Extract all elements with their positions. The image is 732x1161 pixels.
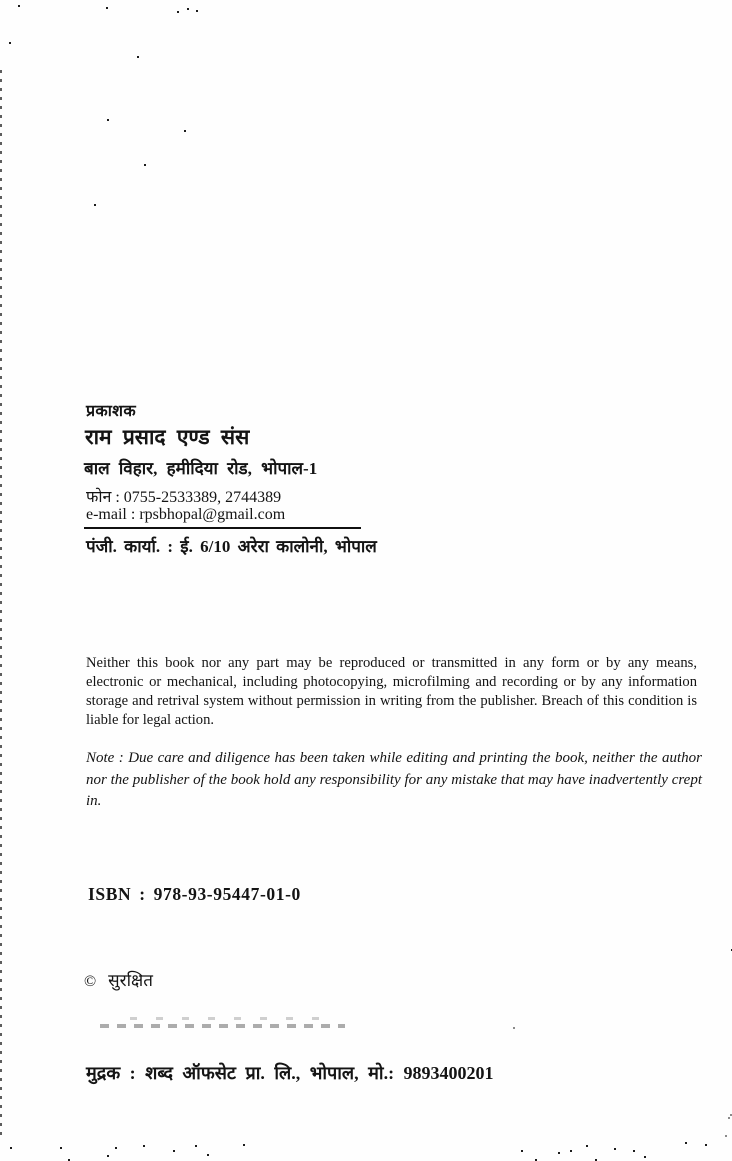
ghost-showthrough-line [130, 1017, 320, 1020]
scan-edge-noise [0, 70, 2, 1140]
copyright-label: सुरक्षित [108, 971, 153, 990]
copyright-line [84, 968, 153, 991]
isbn-line: ISBN : 978-93-95447-01-0 [88, 884, 301, 904]
printer-line: मुद्रक : शब्द ऑफसेट प्रा. लि., भोपाल, मो.: 9893400201 [86, 1063, 494, 1083]
legal-notice-paragraph: Neither this book nor any part may be reproduced or transmitted in any form or by any means, electronic or mechanical, including photocopying, microfilming and recording or by any information storage and retrival system without permission in writing from the publisher. Breach of this condition is liable for legal action. [86, 655, 697, 728]
copyright-icon: © [84, 973, 97, 990]
divider-rule [84, 527, 361, 529]
ghost-showthrough-line [100, 1024, 345, 1028]
registered-office-line: पंजी. कार्या. : ई. 6/10 अरेरा कालोनी, भोपाल [86, 537, 377, 556]
note-paragraph: Note : Due care and diligence has been taken while editing and printing the book, neither the author nor the publisher of the book hold any responsibility for any mistake that may have inadvertently crept in. [86, 750, 702, 809]
publisher-name: राम प्रसाद एण्ड संस [85, 425, 250, 449]
publisher-address: बाल विहार, हमीदिया रोड, भोपाल-1 [84, 459, 318, 478]
publisher-label: प्रकाशक [86, 403, 136, 420]
publisher-email: e-mail : rpsbhopal@gmail.com [86, 506, 286, 523]
publisher-phone: फोन : 0755-2533389, 2744389 [86, 489, 282, 506]
